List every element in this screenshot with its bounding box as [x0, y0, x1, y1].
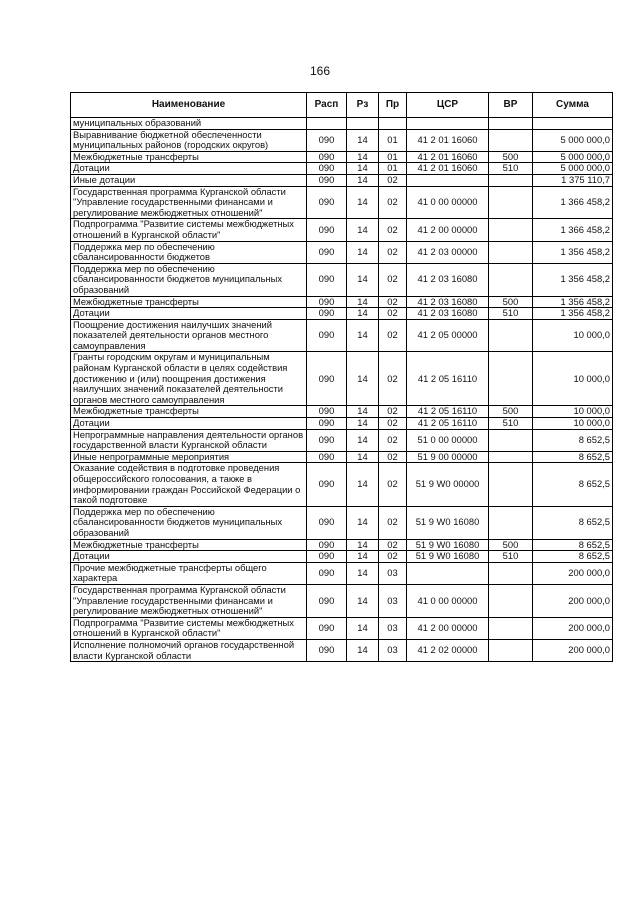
row-rz-cell: 14 [347, 186, 379, 219]
row-name-cell: Межбюджетные трансферты [71, 406, 307, 418]
row-sum-cell: 200 000,0 [533, 584, 613, 617]
row-csr-cell: 41 2 01 16060 [407, 151, 489, 163]
row-sum-cell: 8 652,5 [533, 451, 613, 463]
table-row [71, 539, 613, 551]
row-sum-cell: 5 000 000,0 [533, 151, 613, 163]
column-header-rasp: Расп [307, 93, 347, 118]
row-rasp-cell: 090 [307, 506, 347, 539]
row-rz-cell: 14 [347, 174, 379, 186]
column-header-sum: Сумма [533, 93, 613, 118]
row-vr-cell [489, 263, 533, 296]
row-vr-cell: 510 [489, 551, 533, 563]
column-header-name: Наименование [71, 93, 307, 118]
table-row [71, 241, 613, 263]
row-sum-cell: 10 000,0 [533, 352, 613, 406]
row-name-cell: Оказание содействия в подготовке проведения общероссийского голосования, а также в информировании граждан Российской Федерации о такой подготовке [71, 463, 307, 506]
row-vr-cell [489, 186, 533, 219]
row-vr-cell [489, 352, 533, 406]
row-vr-cell [489, 118, 533, 130]
table-row [71, 551, 613, 563]
column-header-vr: ВР [489, 93, 533, 118]
row-csr-cell: 41 2 05 16110 [407, 352, 489, 406]
row-name-cell: Поддержка мер по обеспечению сбалансированности бюджетов муниципальных образований [71, 263, 307, 296]
row-vr-cell [489, 584, 533, 617]
row-rasp-cell: 090 [307, 551, 347, 563]
row-name-cell: Иные дотации [71, 174, 307, 186]
row-sum-cell: 10 000,0 [533, 418, 613, 430]
table-row [71, 418, 613, 430]
row-rz-cell: 14 [347, 418, 379, 430]
column-header-csr: ЦСР [407, 93, 489, 118]
row-csr-cell: 41 2 03 16080 [407, 263, 489, 296]
table-row [71, 617, 613, 639]
row-rasp-cell: 090 [307, 539, 347, 551]
row-sum-cell: 200 000,0 [533, 617, 613, 639]
row-vr-cell [489, 639, 533, 661]
row-pr-cell: 01 [379, 151, 407, 163]
row-rz-cell: 14 [347, 429, 379, 451]
table-row [71, 186, 613, 219]
row-rz-cell: 14 [347, 617, 379, 639]
row-rasp-cell: 090 [307, 451, 347, 463]
row-csr-cell: 41 0 00 00000 [407, 584, 489, 617]
row-csr-cell: 41 2 00 00000 [407, 219, 489, 241]
row-csr-cell: 51 0 00 00000 [407, 429, 489, 451]
row-rasp-cell: 090 [307, 319, 347, 352]
row-name-cell: Межбюджетные трансферты [71, 151, 307, 163]
row-csr-cell: 41 2 05 00000 [407, 319, 489, 352]
row-csr-cell: 41 2 00 00000 [407, 617, 489, 639]
row-vr-cell: 500 [489, 539, 533, 551]
row-vr-cell [489, 463, 533, 506]
row-sum-cell: 200 000,0 [533, 562, 613, 584]
table-row [71, 429, 613, 451]
row-vr-cell [489, 219, 533, 241]
row-rasp-cell: 090 [307, 241, 347, 263]
row-name-cell: Поддержка мер по обеспечению сбалансированности бюджетов [71, 241, 307, 263]
row-pr-cell: 02 [379, 186, 407, 219]
row-rasp-cell: 090 [307, 562, 347, 584]
row-sum-cell: 1 356 458,2 [533, 296, 613, 308]
row-pr-cell: 02 [379, 263, 407, 296]
row-sum-cell: 1 375 110,7 [533, 174, 613, 186]
row-name-cell: Гранты городским округам и муниципальным районам Курганской области в целях содействия достижению и (или) поощрения достижения наилучших значений показателей деятельности органов местного самоуправления [71, 352, 307, 406]
row-vr-cell: 500 [489, 406, 533, 418]
row-name-cell: Поощрение достижения наилучших значений показателей деятельности органов местного самоуправления [71, 319, 307, 352]
row-rasp-cell: 090 [307, 352, 347, 406]
row-name-cell: Подпрограмма "Развитие системы межбюджетных отношений в Курганской области" [71, 219, 307, 241]
row-vr-cell [489, 429, 533, 451]
row-rz-cell: 14 [347, 562, 379, 584]
table-header-row [71, 93, 613, 118]
row-pr-cell: 03 [379, 584, 407, 617]
row-rz-cell: 14 [347, 241, 379, 263]
row-name-cell: Иные непрограммные мероприятия [71, 451, 307, 463]
row-name-cell: Непрограммные направления деятельности органов государственной власти Курганской области [71, 429, 307, 451]
row-pr-cell: 02 [379, 241, 407, 263]
row-sum-cell: 1 366 458,2 [533, 186, 613, 219]
row-csr-cell: 41 2 01 16060 [407, 129, 489, 151]
row-csr-cell: 41 2 03 00000 [407, 241, 489, 263]
row-pr-cell: 02 [379, 429, 407, 451]
row-name-cell: Поддержка мер по обеспечению сбалансированности бюджетов муниципальных образований [71, 506, 307, 539]
row-csr-cell: 51 9 00 00000 [407, 451, 489, 463]
row-rz-cell: 14 [347, 639, 379, 661]
row-name-cell: Выравнивание бюджетной обеспеченности муниципальных районов (городских округов) [71, 129, 307, 151]
row-sum-cell: 1 356 458,2 [533, 241, 613, 263]
column-header-pr: Пр [379, 93, 407, 118]
row-vr-cell: 510 [489, 163, 533, 175]
row-rasp-cell: 090 [307, 429, 347, 451]
row-rz-cell: 14 [347, 263, 379, 296]
row-pr-cell: 02 [379, 406, 407, 418]
row-csr-cell: 41 2 03 16080 [407, 308, 489, 320]
row-pr-cell: 02 [379, 296, 407, 308]
row-rasp-cell: 090 [307, 174, 347, 186]
row-name-cell: Межбюджетные трансферты [71, 296, 307, 308]
row-pr-cell: 03 [379, 639, 407, 661]
row-sum-cell: 8 652,5 [533, 539, 613, 551]
row-csr-cell: 41 2 03 16080 [407, 296, 489, 308]
row-name-cell: Государственная программа Курганской области "Управление государственными финансами и регулирование межбюджетных отношений" [71, 584, 307, 617]
row-sum-cell: 200 000,0 [533, 639, 613, 661]
row-csr-cell: 51 9 W0 16080 [407, 506, 489, 539]
row-csr-cell: 41 2 01 16060 [407, 163, 489, 175]
row-name-cell: Исполнение полномочий органов государственной власти Курганской области [71, 639, 307, 661]
row-rasp-cell [307, 118, 347, 130]
row-rz-cell: 14 [347, 219, 379, 241]
row-vr-cell [489, 562, 533, 584]
row-rasp-cell: 090 [307, 163, 347, 175]
row-rasp-cell: 090 [307, 584, 347, 617]
row-rz-cell: 14 [347, 151, 379, 163]
row-pr-cell: 02 [379, 451, 407, 463]
row-sum-cell: 8 652,5 [533, 463, 613, 506]
row-pr-cell: 02 [379, 506, 407, 539]
row-pr-cell: 03 [379, 617, 407, 639]
row-rz-cell: 14 [347, 129, 379, 151]
row-rasp-cell: 090 [307, 308, 347, 320]
row-pr-cell: 02 [379, 308, 407, 320]
row-rasp-cell: 090 [307, 406, 347, 418]
row-sum-cell [533, 118, 613, 130]
row-rasp-cell: 090 [307, 463, 347, 506]
row-vr-cell: 510 [489, 418, 533, 430]
row-csr-cell: 51 9 W0 16080 [407, 551, 489, 563]
row-pr-cell: 02 [379, 551, 407, 563]
row-sum-cell: 1 356 458,2 [533, 308, 613, 320]
row-rasp-cell: 090 [307, 129, 347, 151]
row-pr-cell: 02 [379, 174, 407, 186]
row-csr-cell: 41 2 05 16110 [407, 406, 489, 418]
row-name-cell: Дотации [71, 551, 307, 563]
table-row [71, 319, 613, 352]
row-rz-cell [347, 118, 379, 130]
table-row [71, 562, 613, 584]
table-row [71, 174, 613, 186]
row-rz-cell: 14 [347, 539, 379, 551]
column-header-rz: Рз [347, 93, 379, 118]
row-rz-cell: 14 [347, 463, 379, 506]
row-csr-cell: 41 2 02 00000 [407, 639, 489, 661]
row-rz-cell: 14 [347, 296, 379, 308]
row-pr-cell: 02 [379, 319, 407, 352]
table-row [71, 296, 613, 308]
table-row [71, 118, 613, 130]
table-row [71, 584, 613, 617]
row-vr-cell [489, 319, 533, 352]
row-sum-cell: 10 000,0 [533, 319, 613, 352]
row-rasp-cell: 090 [307, 617, 347, 639]
row-rz-cell: 14 [347, 352, 379, 406]
row-vr-cell [489, 451, 533, 463]
row-sum-cell: 1 356 458,2 [533, 263, 613, 296]
row-vr-cell [489, 241, 533, 263]
row-rasp-cell: 090 [307, 418, 347, 430]
row-rasp-cell: 090 [307, 296, 347, 308]
row-pr-cell: 02 [379, 352, 407, 406]
page-number: 166 [309, 64, 331, 78]
row-sum-cell: 8 652,5 [533, 429, 613, 451]
row-pr-cell: 01 [379, 129, 407, 151]
row-rz-cell: 14 [347, 406, 379, 418]
row-rz-cell: 14 [347, 584, 379, 617]
row-csr-cell [407, 118, 489, 130]
row-pr-cell: 02 [379, 463, 407, 506]
table-row [71, 163, 613, 175]
row-vr-cell [489, 174, 533, 186]
row-vr-cell [489, 129, 533, 151]
row-name-cell: муниципальных образований [71, 118, 307, 130]
row-name-cell: Подпрограмма "Развитие системы межбюджетных отношений в Курганской области" [71, 617, 307, 639]
row-vr-cell: 500 [489, 296, 533, 308]
row-rasp-cell: 090 [307, 263, 347, 296]
row-sum-cell: 5 000 000,0 [533, 129, 613, 151]
table-row [71, 406, 613, 418]
row-pr-cell: 02 [379, 418, 407, 430]
row-pr-cell: 01 [379, 163, 407, 175]
row-sum-cell: 1 366 458,2 [533, 219, 613, 241]
row-csr-cell: 51 9 W0 16080 [407, 539, 489, 551]
table-body [71, 118, 613, 662]
row-name-cell: Дотации [71, 163, 307, 175]
table-row [71, 451, 613, 463]
row-csr-cell: 41 2 05 16110 [407, 418, 489, 430]
row-rasp-cell: 090 [307, 639, 347, 661]
row-rasp-cell: 090 [307, 151, 347, 163]
row-name-cell: Дотации [71, 308, 307, 320]
row-vr-cell [489, 506, 533, 539]
row-name-cell: Государственная программа Курганской области "Управление государственными финансами и регулирование межбюджетных отношений" [71, 186, 307, 219]
row-rasp-cell: 090 [307, 219, 347, 241]
table-row [71, 308, 613, 320]
table-row [71, 463, 613, 506]
row-vr-cell [489, 617, 533, 639]
row-rasp-cell: 090 [307, 186, 347, 219]
row-sum-cell: 10 000,0 [533, 406, 613, 418]
table-row [71, 263, 613, 296]
table-row [71, 219, 613, 241]
row-rz-cell: 14 [347, 551, 379, 563]
row-pr-cell: 02 [379, 219, 407, 241]
row-sum-cell: 8 652,5 [533, 506, 613, 539]
row-vr-cell: 510 [489, 308, 533, 320]
row-rz-cell: 14 [347, 506, 379, 539]
row-csr-cell [407, 174, 489, 186]
table-row [71, 352, 613, 406]
table-row [71, 639, 613, 661]
row-csr-cell: 41 0 00 00000 [407, 186, 489, 219]
table-row [71, 151, 613, 163]
row-name-cell: Прочие межбюджетные трансферты общего характера [71, 562, 307, 584]
table-row [71, 129, 613, 151]
row-pr-cell [379, 118, 407, 130]
row-rz-cell: 14 [347, 451, 379, 463]
row-csr-cell: 51 9 W0 00000 [407, 463, 489, 506]
row-sum-cell: 8 652,5 [533, 551, 613, 563]
budget-table [70, 92, 613, 662]
row-rz-cell: 14 [347, 319, 379, 352]
row-pr-cell: 03 [379, 562, 407, 584]
row-rz-cell: 14 [347, 163, 379, 175]
row-vr-cell: 500 [489, 151, 533, 163]
row-pr-cell: 02 [379, 539, 407, 551]
row-name-cell: Дотации [71, 418, 307, 430]
row-rz-cell: 14 [347, 308, 379, 320]
table-row [71, 506, 613, 539]
row-sum-cell: 5 000 000,0 [533, 163, 613, 175]
row-name-cell: Межбюджетные трансферты [71, 539, 307, 551]
row-csr-cell [407, 562, 489, 584]
